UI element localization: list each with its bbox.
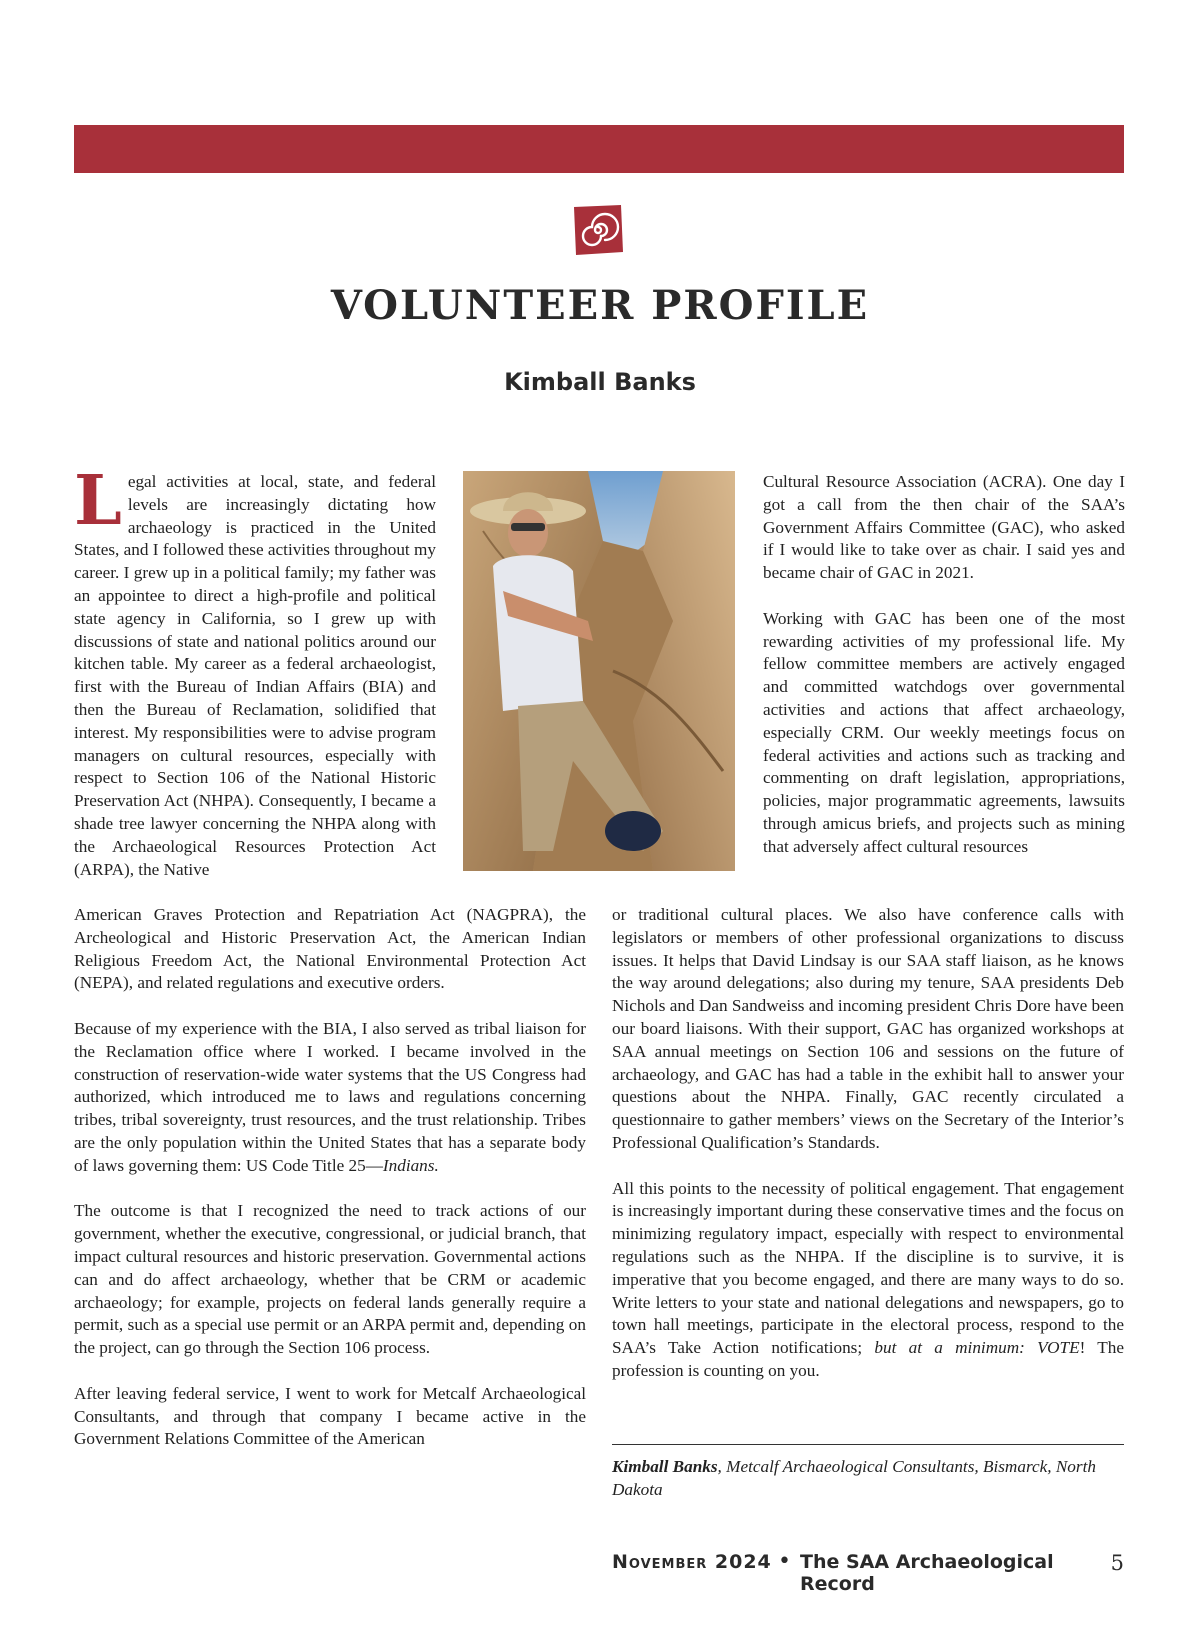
page-title: VOLUNTEER PROFILE <box>330 282 870 329</box>
paragraph: The outcome is that I recognized the need to track actions of our government, whether the executive, congressional, or judicial branch, that impact cultural resources and historic preservation. Governmental actions can and do affect archaeology, whether that be CRM or academic archaeology; for example, projects on federal lands generally require a permit, such as a special use permit or an ARPA permit and, depending on the project, can go through the Section 106 process. <box>74 1201 586 1358</box>
paragraph-text: All this points to the necessity of political engagement. That engagement is increasingly important during these conservative times and the focus on minimizing regulatory impact, especially with respect to environmental regulations such as the NHPA. If the discipline is to survive, it is imperative that you become engaged, and there are many ways to do so. Write letters to your state and national delegations and newspapers, go to town hall meetings, participate in the electoral process, respond to the SAA’s Take Action notifications; <box>612 1178 1124 1358</box>
footer-issue: November 2024 <box>612 1551 772 1573</box>
italic-text: Indians. <box>382 1155 439 1175</box>
page-footer <box>612 1549 1124 1595</box>
header-color-bar <box>74 125 1124 173</box>
paragraph <box>74 461 436 881</box>
article-author: Kimball Banks <box>504 368 696 396</box>
italic-text: but at a minimum: VOTE <box>874 1338 1080 1358</box>
column-right-top <box>763 471 1125 859</box>
column-left-top <box>74 461 436 881</box>
bio-divider <box>612 1444 1124 1445</box>
author-bio <box>612 1456 1124 1502</box>
author-photo <box>463 471 735 871</box>
bio-name: Kimball Banks <box>612 1457 718 1476</box>
page-number: 5 <box>1110 1551 1124 1575</box>
paragraph-text: Because of my experience with the BIA, I also served as tribal liaison for the Reclamation office where I worked. I became involved in the construction of reservation-wide water systems that the US Congress had authorized, which introduced me to laws and regulations concerning tribes, tribal sovereignty, trust resources, and the trust relationship. Tribes are the only population within the United States that has a separate body of laws governing them: US Code Title 25— <box>74 1018 586 1175</box>
paragraph: Cultural Resource Association (ACRA). One day I got a call from the then chair of the SAA’s Government Affairs Committee (GAC), who asked if I would like to take over as chair. I said yes and became chair of GAC in 2021. <box>763 472 1125 583</box>
paragraph: or traditional cultural places. We also have conference calls with legislators or members of other professional organizations to discuss issues. It helps that David Lindsay is our SAA staff liaison, as he knows the way around delegations; also during my tenure, SAA presidents Deb Nichols and Dan Sandweiss and incoming president Chris Dore have been our board liaisons. With their support, GAC has organized workshops at SAA annual meetings on Section 106 and sessions on the future of archaeology, and GAC has had a table in the exhibit hall to answer your questions about the NHPA. Finally, GAC recently circulated a questionnaire to gather members’ views on the Secretary of the Interior’s Professional Qualification’s Standards. <box>612 905 1124 1152</box>
column-left-wide <box>74 904 586 1451</box>
column-right-wide <box>612 904 1124 1383</box>
footer-journal-title: The SAA Archaeological Record <box>800 1551 1054 1595</box>
paragraph-text: egal activities at local, state, and federal levels are increasingly dictating how archaeology is practiced in the United States, and I followed these activities throughout my career. I grew up in a political family; my father was an appointee to direct a high-profile and political state agency in California, so I grew up with discussions of state and national politics around our kitchen table. My career as a federal archaeologist, first with the Bureau of Indian Affairs (BIA) and then the Bureau of Reclamation, solidified that interest. My responsibilities were to advise program managers on cultural resources, especially with respect to Section 106 of the National Historic Preservation Act (NHPA). Consequently, I became a shade tree lawyer concerning the NHPA along with the Archaeological Resources Protection Act (ARPA), the Native <box>74 472 436 879</box>
spiral-icon <box>571 203 625 257</box>
drop-cap: L <box>74 461 122 541</box>
footer-bullet: • <box>778 1549 791 1574</box>
paragraph <box>612 1178 1124 1383</box>
bio-affiliation: , Metcalf Archaeological Consultants, Bismarck, North Dakota <box>612 1457 1096 1499</box>
paragraph: Working with GAC has been one of the most rewarding activities of my professional life. My fellow committee members are actively engaged and committed watchdogs over governmental activities and actions that affect archaeology, especially CRM. Our weekly meetings focus on federal activities and actions such as tracking and commenting on draft legislation, appropriations, policies, major programmatic agreements, lawsuits through amicus briefs, and projects such as mining that adversely affect cultural resources <box>763 608 1125 856</box>
paragraph: American Graves Protection and Repatriation Act (NAGPRA), the Archeological and Historic Preservation Act, the American Indian Religious Freedom Act, the National Environmental Protection Act (NEPA), and related regulations and executive orders. <box>74 905 586 993</box>
paragraph <box>74 1018 586 1178</box>
paragraph: After leaving federal service, I went to work for Metcalf Archaeological Consultants, and through that company I became active in the Government Relations Committee of the American <box>74 1383 586 1449</box>
paragraph-text: ! The profession is counting on you. <box>612 1338 1124 1380</box>
